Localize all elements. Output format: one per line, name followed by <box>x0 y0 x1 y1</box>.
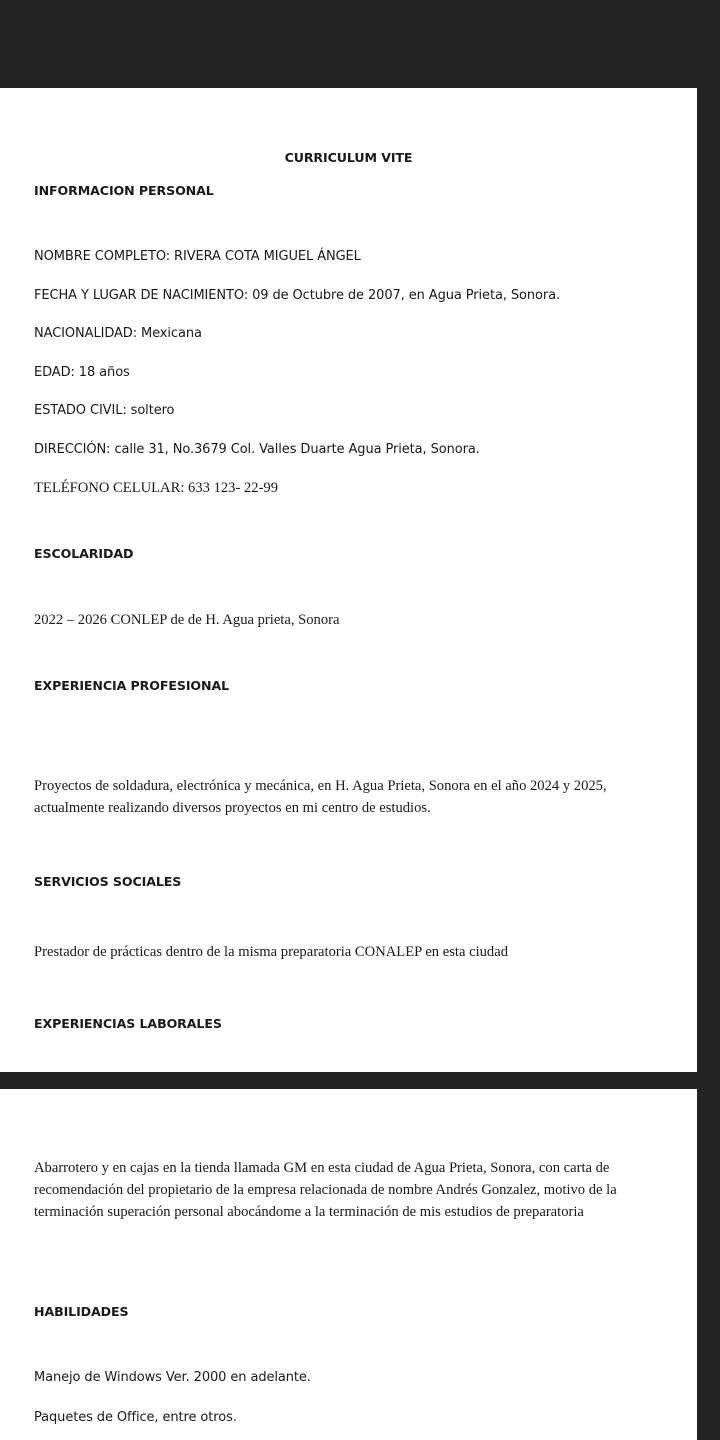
section-heading-education: ESCOLARIDAD <box>34 546 134 561</box>
field-address: DIRECCIÓN: calle 31, No.3679 Col. Valles Duarte Agua Prieta, Sonora. <box>34 442 480 457</box>
section-heading-professional: EXPERIENCIA PROFESIONAL <box>34 678 230 693</box>
education-entry: 2022 – 2026 CONLEP de de H. Agua prieta, Sonora <box>34 612 340 628</box>
skill-item: Paquetes de Office, entre otros. <box>34 1410 237 1425</box>
field-civil-status: ESTADO CIVIL: soltero <box>34 403 175 418</box>
field-phone: TELÉFONO CELULAR: 633 123- 22-99 <box>34 480 279 496</box>
skill-item: Manejo de Windows Ver. 2000 en adelante. <box>34 1370 311 1385</box>
section-heading-personal: INFORMACION PERSONAL <box>34 183 214 198</box>
field-name: NOMBRE COMPLETO: RIVERA COTA MIGUEL ÁNGEL <box>34 249 361 264</box>
professional-text: Proyectos de soldadura, electrónica y mecánica, en H. Agua Prieta, Sonora en el año 2024 y 2025, actualmente realizando diversos proyectos en mi centro de estudios. <box>34 778 607 816</box>
field-nationality: NACIONALIDAD: Mexicana <box>34 326 202 341</box>
field-birth: FECHA Y LUGAR DE NACIMIENTO: 09 de Octubre de 2007, en Agua Prieta, Sonora. <box>34 288 561 303</box>
section-heading-skills: HABILIDADES <box>34 1304 129 1319</box>
document-page-2 <box>0 1089 697 1440</box>
section-heading-social: SERVICIOS SOCIALES <box>34 874 182 889</box>
document-title: CURRICULUM VITE <box>284 150 413 165</box>
social-text: Prestador de prácticas dentro de la misma preparatoria CONALEP en esta ciudad <box>34 944 508 960</box>
section-heading-work: EXPERIENCIAS LABORALES <box>34 1016 222 1031</box>
work-text: Abarrotero y en cajas en la tienda llamada GM en esta ciudad de Agua Prieta, Sonora, con carta de recomendación del propietario de la empresa relacionada de nombre Andrés Gonzalez, motivo de la terminación superación personal abocándome a la terminación de mis estudios de preparatoria <box>34 1160 617 1220</box>
field-age: EDAD: 18 años <box>34 365 130 380</box>
document-page-1 <box>0 88 697 1072</box>
